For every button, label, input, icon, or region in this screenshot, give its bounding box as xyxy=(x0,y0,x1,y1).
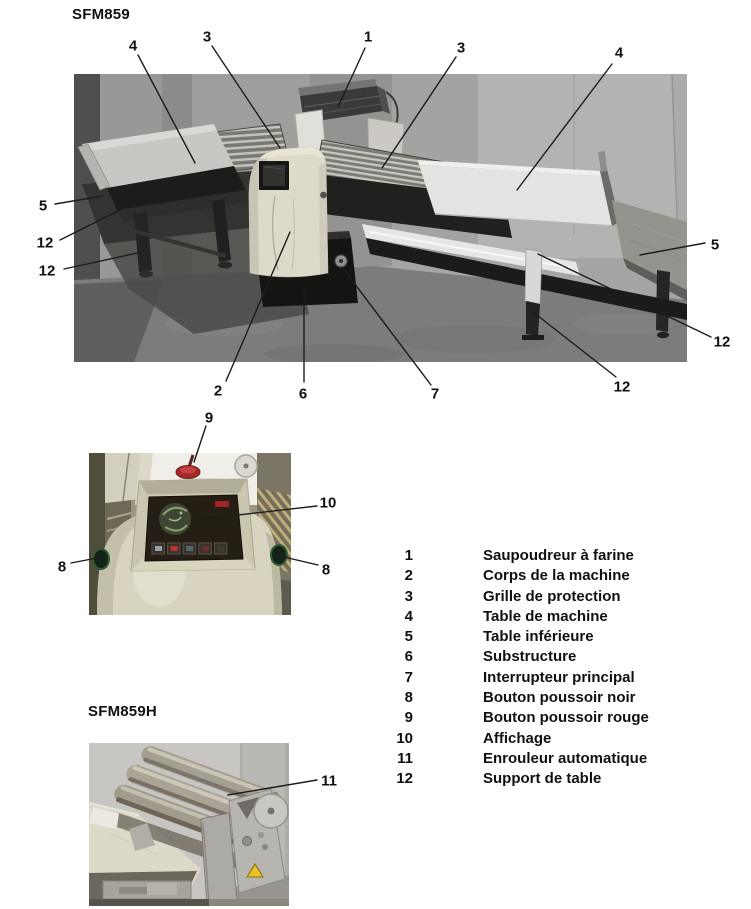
black-push-button-right xyxy=(271,545,287,565)
display-brand-label xyxy=(215,501,229,507)
callout-4-table-right: 4 xyxy=(614,44,624,62)
callout-12-support-bottom: 12 xyxy=(613,378,631,396)
table-foot xyxy=(218,262,232,269)
callout-3-grille-right: 3 xyxy=(456,39,466,57)
winder-photo xyxy=(89,743,289,906)
callout-7-main-switch: 7 xyxy=(430,385,440,403)
callout-9-red-button: 9 xyxy=(204,409,214,427)
legend-number: 2 xyxy=(404,567,413,585)
legend-label: Substructure xyxy=(483,648,577,666)
legend-row xyxy=(370,749,649,769)
legend-row xyxy=(370,627,649,647)
table-foot xyxy=(657,332,669,338)
legend-row xyxy=(370,769,649,789)
legend-row xyxy=(370,546,649,566)
callout-2-machine-body: 2 xyxy=(213,382,223,400)
display xyxy=(145,495,243,561)
legend-number: 9 xyxy=(404,709,413,727)
control-panel-photo xyxy=(89,453,291,615)
legend-label: Corps de la machine xyxy=(483,567,630,585)
callout-12-support-upper: 12 xyxy=(36,234,54,252)
callout-5-lower-table-left: 5 xyxy=(38,197,48,215)
legend-label: Table de machine xyxy=(483,607,608,625)
legend-row xyxy=(370,587,649,607)
legend-number: 10 xyxy=(396,729,413,747)
legend-row xyxy=(370,647,649,667)
machine-body xyxy=(249,147,328,277)
callout-6-substructure: 6 xyxy=(298,385,308,403)
winder-bottom-strip xyxy=(89,899,289,906)
legend-label: Affichage xyxy=(483,729,552,747)
legend-label: Enrouleur automatique xyxy=(483,749,648,767)
legend-number: 12 xyxy=(396,770,413,788)
legend-label: Interrupteur principal xyxy=(483,668,635,686)
legend-number: 4 xyxy=(404,607,413,625)
callout-8-black-button-right: 8 xyxy=(321,561,331,579)
legend-row xyxy=(370,708,649,728)
callout-11-winder: 11 xyxy=(321,772,337,790)
legend-label: Support de table xyxy=(483,770,602,788)
legend-row xyxy=(370,668,649,688)
legend-label: Grille de protection xyxy=(483,587,621,605)
legend-number: 7 xyxy=(404,668,413,686)
legend-number: 8 xyxy=(404,689,413,707)
machine-photo xyxy=(74,74,687,362)
legend-number: 3 xyxy=(404,587,413,605)
black-push-button-left xyxy=(93,549,109,569)
legend-number: 11 xyxy=(397,749,413,767)
parts-legend xyxy=(370,546,649,790)
legend-row xyxy=(370,607,649,627)
callout-3-grille-left: 3 xyxy=(202,28,212,46)
callout-12-support-right: 12 xyxy=(713,333,731,351)
page-title-sfm859: SFM859 xyxy=(72,6,130,23)
callout-1-flour-duster: 1 xyxy=(363,28,373,46)
legend-label: Bouton poussoir noir xyxy=(483,689,636,707)
table-foot xyxy=(139,271,153,278)
page-title-sfm859h: SFM859H xyxy=(88,703,157,720)
legend-row xyxy=(370,729,649,749)
display-buttons-row xyxy=(152,543,227,554)
body-knob xyxy=(320,192,327,199)
legend-label: Saupoudreur à farine xyxy=(483,547,634,564)
legend-row xyxy=(370,566,649,586)
callout-12-support-lower: 12 xyxy=(38,262,56,280)
winder-bracket-right xyxy=(229,789,288,893)
callout-5-lower-table-right: 5 xyxy=(710,236,720,254)
legend-number: 6 xyxy=(404,648,413,666)
top-dial xyxy=(235,455,257,477)
legend-number: 1 xyxy=(404,547,413,564)
callout-10-display: 10 xyxy=(319,494,337,512)
callout-8-black-button-left: 8 xyxy=(57,558,67,576)
legend-number: 5 xyxy=(404,628,413,646)
legend-label: Bouton poussoir rouge xyxy=(483,709,649,727)
display-logo xyxy=(159,503,191,535)
callout-4-table-left: 4 xyxy=(128,37,138,55)
legend-label: Table inférieure xyxy=(483,628,594,646)
legend-row xyxy=(370,688,649,708)
